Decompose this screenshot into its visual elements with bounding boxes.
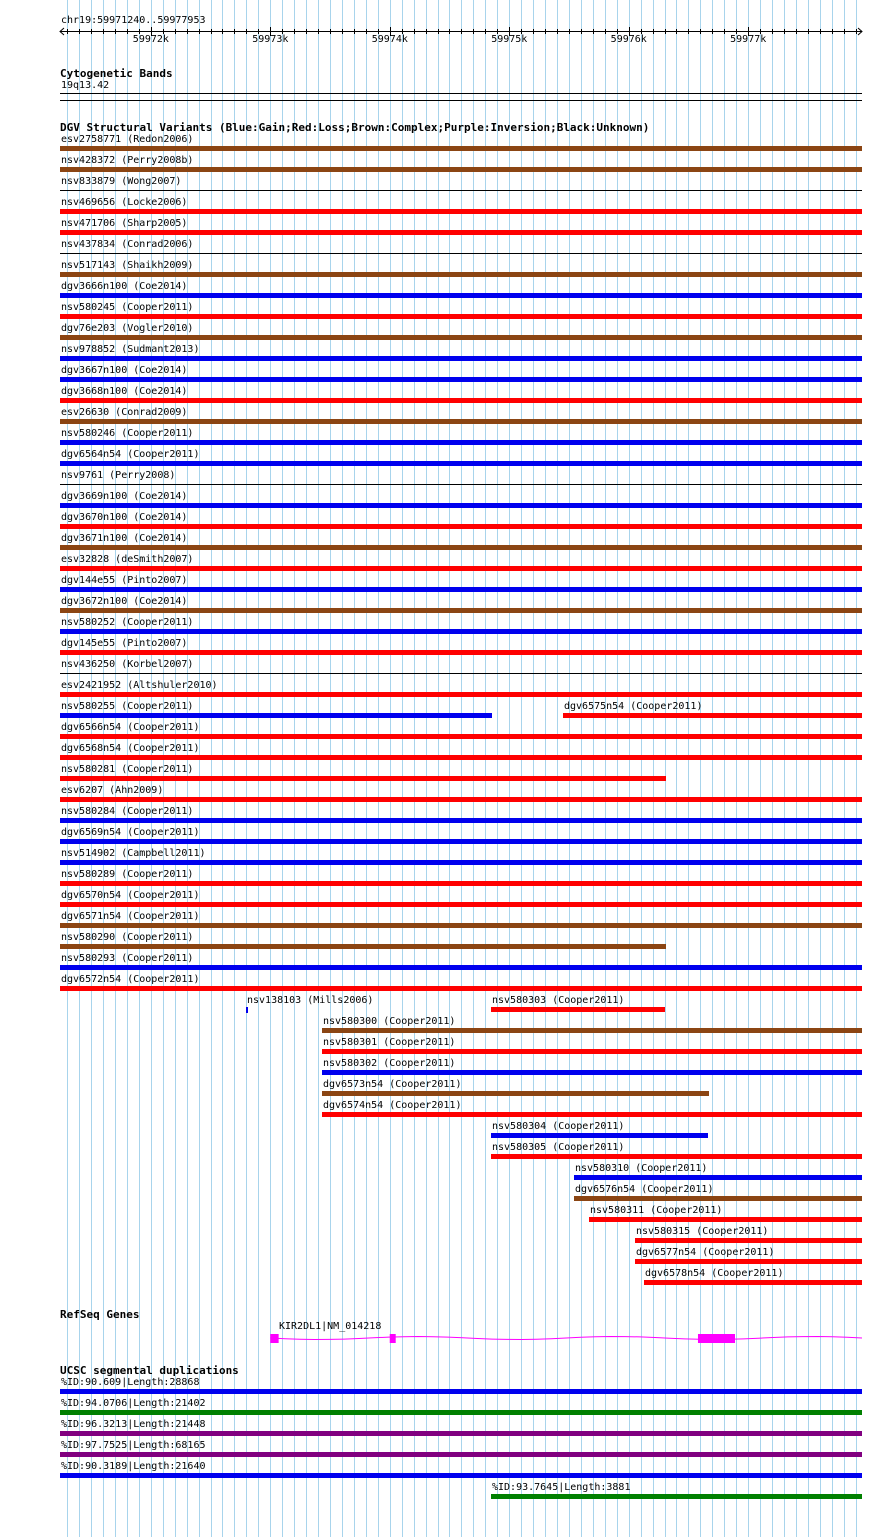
dgv-feature-label[interactable]: esv6207 (Ahn2009) bbox=[61, 785, 164, 796]
gene-intron-line bbox=[270, 1337, 862, 1340]
dgv-feature-bar[interactable] bbox=[644, 1280, 862, 1285]
position-label: chr19:59971240..59977953 bbox=[61, 15, 206, 26]
dgv-feature-label[interactable]: nsv580255 (Cooper2011) bbox=[61, 701, 194, 712]
dgv-feature-bar[interactable] bbox=[635, 1238, 862, 1243]
gene-exon bbox=[390, 1334, 396, 1343]
dgv-feature-label[interactable]: nsv580300 (Cooper2011) bbox=[323, 1016, 456, 1027]
ruler-tick-label: 59974k bbox=[371, 34, 408, 45]
dgv-feature-bar[interactable] bbox=[60, 419, 862, 424]
dgv-feature-label[interactable]: nsv138103 (Mills2006) bbox=[247, 995, 374, 1006]
segdup-feature-bar[interactable] bbox=[60, 1452, 862, 1457]
dgv-feature-label[interactable]: nsv833879 (Wong2007) bbox=[61, 176, 182, 187]
dgv-feature-bar[interactable] bbox=[60, 566, 862, 571]
dgv-feature-bar[interactable] bbox=[574, 1196, 862, 1201]
dgv-feature-label[interactable]: nsv978852 (Sudmant2013) bbox=[61, 344, 200, 355]
dgv-feature-bar[interactable] bbox=[574, 1175, 862, 1180]
dgv-feature-bar[interactable] bbox=[563, 713, 862, 718]
dgv-feature-bar[interactable] bbox=[60, 608, 862, 613]
dgv-feature-bar[interactable] bbox=[60, 356, 862, 361]
gene-model[interactable] bbox=[0, 1326, 890, 1350]
dgv-feature-bar[interactable] bbox=[60, 650, 862, 655]
ruler-tick-label: 59972k bbox=[132, 34, 169, 45]
cytoband-title: Cytogenetic Bands bbox=[60, 67, 173, 80]
dgv-feature-label[interactable]: nsv580315 (Cooper2011) bbox=[636, 1226, 769, 1237]
dgv-feature-bar[interactable] bbox=[60, 545, 862, 550]
dgv-feature-label[interactable]: nsv580311 (Cooper2011) bbox=[590, 1205, 723, 1216]
segdup-feature-label[interactable]: %ID:94.0706|Length:21402 bbox=[61, 1398, 206, 1409]
dgv-feature-bar[interactable] bbox=[60, 587, 862, 592]
ruler-tick-label: 59975k bbox=[491, 34, 528, 45]
dgv-feature-label[interactable]: dgv6573n54 (Cooper2011) bbox=[323, 1079, 462, 1090]
dgv-feature-bar[interactable] bbox=[60, 776, 666, 781]
dgv-feature-bar[interactable] bbox=[60, 818, 862, 823]
segdup-feature-label[interactable]: %ID:90.609|Length:28868 bbox=[61, 1377, 200, 1388]
dgv-feature-label[interactable]: nsv437834 (Conrad2006) bbox=[61, 239, 194, 250]
dgv-feature-bar[interactable] bbox=[60, 272, 862, 277]
dgv-feature-label[interactable]: dgv6566n54 (Cooper2011) bbox=[61, 722, 200, 733]
dgv-feature-label[interactable]: dgv6576n54 (Cooper2011) bbox=[575, 1184, 714, 1195]
dgv-feature-label[interactable]: dgv6570n54 (Cooper2011) bbox=[61, 890, 200, 901]
dgv-feature-label[interactable]: esv2758771 (Redon2006) bbox=[61, 134, 194, 145]
dgv-feature-label[interactable]: dgv3668n100 (Coe2014) bbox=[61, 386, 188, 397]
dgv-feature-label[interactable]: nsv580293 (Cooper2011) bbox=[61, 953, 194, 964]
dgv-feature-label[interactable]: dgv6568n54 (Cooper2011) bbox=[61, 743, 200, 754]
dgv-feature-bar[interactable] bbox=[60, 629, 862, 634]
dgv-feature-bar[interactable] bbox=[60, 713, 492, 718]
segdup-feature-bar[interactable] bbox=[491, 1494, 862, 1499]
gene-exon bbox=[270, 1334, 278, 1343]
dgv-feature-label[interactable]: dgv6571n54 (Cooper2011) bbox=[61, 911, 200, 922]
dgv-feature-bar[interactable] bbox=[60, 314, 862, 319]
dgv-feature-label[interactable]: dgv6578n54 (Cooper2011) bbox=[645, 1268, 784, 1279]
dgv-feature-bar[interactable] bbox=[322, 1091, 709, 1096]
dgv-feature-label[interactable]: nsv580246 (Cooper2011) bbox=[61, 428, 194, 439]
dgv-feature-label[interactable]: dgv144e55 (Pinto2007) bbox=[61, 575, 188, 586]
dgv-feature-bar[interactable] bbox=[60, 860, 862, 865]
dgv-feature-label[interactable]: nsv469656 (Locke2006) bbox=[61, 197, 188, 208]
dgv-feature-label[interactable]: nsv580284 (Cooper2011) bbox=[61, 806, 194, 817]
dgv-feature-bar[interactable] bbox=[60, 797, 862, 802]
dgv-feature-label[interactable]: dgv3670n100 (Coe2014) bbox=[61, 512, 188, 523]
dgv-feature-bar[interactable] bbox=[60, 293, 862, 298]
dgv-feature-label[interactable]: nsv580289 (Cooper2011) bbox=[61, 869, 194, 880]
dgv-feature-bar[interactable] bbox=[60, 902, 862, 907]
dgv-feature-label[interactable]: dgv6564n54 (Cooper2011) bbox=[61, 449, 200, 460]
dgv-feature-label[interactable]: nsv580281 (Cooper2011) bbox=[61, 764, 194, 775]
dgv-feature-bar[interactable] bbox=[60, 986, 862, 991]
dgv-feature-label[interactable]: dgv6575n54 (Cooper2011) bbox=[564, 701, 703, 712]
segdup-feature-bar[interactable] bbox=[60, 1410, 862, 1415]
dgv-feature-bar[interactable] bbox=[60, 524, 862, 529]
dgv-feature-label[interactable]: dgv3666n100 (Coe2014) bbox=[61, 281, 188, 292]
dgv-feature-bar[interactable] bbox=[60, 335, 862, 340]
dgv-feature-bar[interactable] bbox=[60, 377, 862, 382]
segdup-title: UCSC segmental duplications bbox=[60, 1364, 239, 1377]
dgv-feature-label[interactable]: esv26630 (Conrad2009) bbox=[61, 407, 188, 418]
segdup-feature-label[interactable]: %ID:97.7525|Length:68165 bbox=[61, 1440, 206, 1451]
dgv-feature-label[interactable]: nsv580252 (Cooper2011) bbox=[61, 617, 194, 628]
dgv-feature-bar[interactable] bbox=[60, 944, 666, 949]
cytoband-line-top bbox=[60, 93, 862, 94]
segdup-feature-bar[interactable] bbox=[60, 1389, 862, 1394]
dgv-feature-label[interactable]: nsv517143 (Shaikh2009) bbox=[61, 260, 194, 271]
dgv-feature-bar[interactable] bbox=[60, 190, 862, 191]
dgv-feature-label[interactable]: dgv145e55 (Pinto2007) bbox=[61, 638, 188, 649]
gene-label[interactable]: KIR2DL1|NM_014218 bbox=[279, 1321, 382, 1332]
dgv-feature-label[interactable]: nsv580301 (Cooper2011) bbox=[323, 1037, 456, 1048]
segdup-feature-bar[interactable] bbox=[60, 1431, 862, 1436]
dgv-feature-label[interactable]: dgv6572n54 (Cooper2011) bbox=[61, 974, 200, 985]
dgv-feature-label[interactable]: dgv3672n100 (Coe2014) bbox=[61, 596, 188, 607]
dgv-feature-label[interactable]: nsv514902 (Campbell2011) bbox=[61, 848, 206, 859]
dgv-feature-bar[interactable] bbox=[60, 484, 862, 485]
dgv-feature-label[interactable]: nsv580304 (Cooper2011) bbox=[492, 1121, 625, 1132]
dgv-feature-label[interactable]: nsv436250 (Korbel2007) bbox=[61, 659, 194, 670]
dgv-feature-bar[interactable] bbox=[60, 230, 862, 235]
dgv-feature-label[interactable]: nsv428372 (Perry2008b) bbox=[61, 155, 194, 166]
dgv-feature-label[interactable]: esv32828 (deSmith2007) bbox=[61, 554, 194, 565]
dgv-feature-bar[interactable] bbox=[60, 692, 862, 697]
dgv-feature-label[interactable]: dgv6569n54 (Cooper2011) bbox=[61, 827, 200, 838]
dgv-feature-label[interactable]: nsv471706 (Sharp2005) bbox=[61, 218, 188, 229]
dgv-feature-label[interactable]: nsv9761 (Perry2008) bbox=[61, 470, 176, 481]
dgv-feature-bar[interactable] bbox=[60, 146, 862, 151]
segdup-feature-label[interactable]: %ID:96.3213|Length:21448 bbox=[61, 1419, 206, 1430]
dgv-feature-bar[interactable] bbox=[491, 1154, 862, 1159]
dgv-feature-label[interactable]: nsv580303 (Cooper2011) bbox=[492, 995, 625, 1006]
dgv-feature-bar[interactable] bbox=[635, 1259, 862, 1264]
ruler-tick-label: 59973k bbox=[252, 34, 289, 45]
dgv-feature-bar[interactable] bbox=[60, 881, 862, 886]
dgv-feature-bar[interactable] bbox=[60, 167, 862, 172]
dgv-feature-label[interactable]: nsv580310 (Cooper2011) bbox=[575, 1163, 708, 1174]
dgv-feature-label[interactable]: dgv3671n100 (Coe2014) bbox=[61, 533, 188, 544]
dgv-feature-bar[interactable] bbox=[60, 253, 862, 254]
dgv-feature-bar[interactable] bbox=[322, 1112, 862, 1117]
dgv-feature-label[interactable]: nsv580305 (Cooper2011) bbox=[492, 1142, 625, 1153]
dgv-feature-bar[interactable] bbox=[60, 398, 862, 403]
segdup-feature-bar[interactable] bbox=[60, 1473, 862, 1478]
ruler-tick-label: 59976k bbox=[610, 34, 647, 45]
dgv-feature-bar[interactable] bbox=[60, 734, 862, 739]
dgv-feature-bar[interactable] bbox=[60, 923, 862, 928]
dgv-feature-bar[interactable] bbox=[60, 440, 862, 445]
segdup-feature-label[interactable]: %ID:93.7645|Length:3881 bbox=[492, 1482, 631, 1493]
gene-exon bbox=[698, 1334, 735, 1343]
dgv-feature-bar[interactable] bbox=[60, 965, 862, 970]
dgv-feature-label[interactable]: nsv580290 (Cooper2011) bbox=[61, 932, 194, 943]
segdup-feature-label[interactable]: %ID:90.3189|Length:21640 bbox=[61, 1461, 206, 1472]
dgv-feature-bar[interactable] bbox=[60, 755, 862, 760]
dgv-feature-label[interactable]: nsv580302 (Cooper2011) bbox=[323, 1058, 456, 1069]
dgv-feature-label[interactable]: dgv6574n54 (Cooper2011) bbox=[323, 1100, 462, 1111]
dgv-feature-label[interactable]: dgv3669n100 (Coe2014) bbox=[61, 491, 188, 502]
dgv-feature-bar[interactable] bbox=[246, 1007, 248, 1013]
dgv-title: DGV Structural Variants (Blue:Gain;Red:Loss;Brown:Complex;Purple:Inversion;Black:Unknown) bbox=[60, 121, 650, 134]
dgv-feature-label[interactable]: dgv76e203 (Vogler2010) bbox=[61, 323, 194, 334]
cytoband-line-bottom bbox=[60, 100, 862, 101]
refseq-title: RefSeq Genes bbox=[60, 1308, 140, 1321]
dgv-feature-bar[interactable] bbox=[60, 673, 862, 674]
dgv-feature-label[interactable]: dgv3667n100 (Coe2014) bbox=[61, 365, 188, 376]
dgv-feature-bar[interactable] bbox=[491, 1007, 665, 1012]
dgv-feature-bar[interactable] bbox=[322, 1049, 862, 1054]
dgv-feature-bar[interactable] bbox=[60, 461, 862, 466]
ruler-tick-label: 59977k bbox=[730, 34, 767, 45]
dgv-feature-bar[interactable] bbox=[491, 1133, 708, 1138]
dgv-feature-bar[interactable] bbox=[589, 1217, 862, 1222]
dgv-feature-bar[interactable] bbox=[322, 1070, 862, 1075]
dgv-feature-bar[interactable] bbox=[60, 503, 862, 508]
dgv-feature-label[interactable]: dgv6577n54 (Cooper2011) bbox=[636, 1247, 775, 1258]
cytoband-label: 19q13.42 bbox=[61, 80, 110, 91]
dgv-feature-bar[interactable] bbox=[60, 209, 862, 214]
dgv-feature-bar[interactable] bbox=[322, 1028, 862, 1033]
dgv-feature-label[interactable]: nsv580245 (Cooper2011) bbox=[61, 302, 194, 313]
dgv-feature-bar[interactable] bbox=[60, 839, 862, 844]
dgv-feature-label[interactable]: esv2421952 (Altshuler2010) bbox=[61, 680, 218, 691]
